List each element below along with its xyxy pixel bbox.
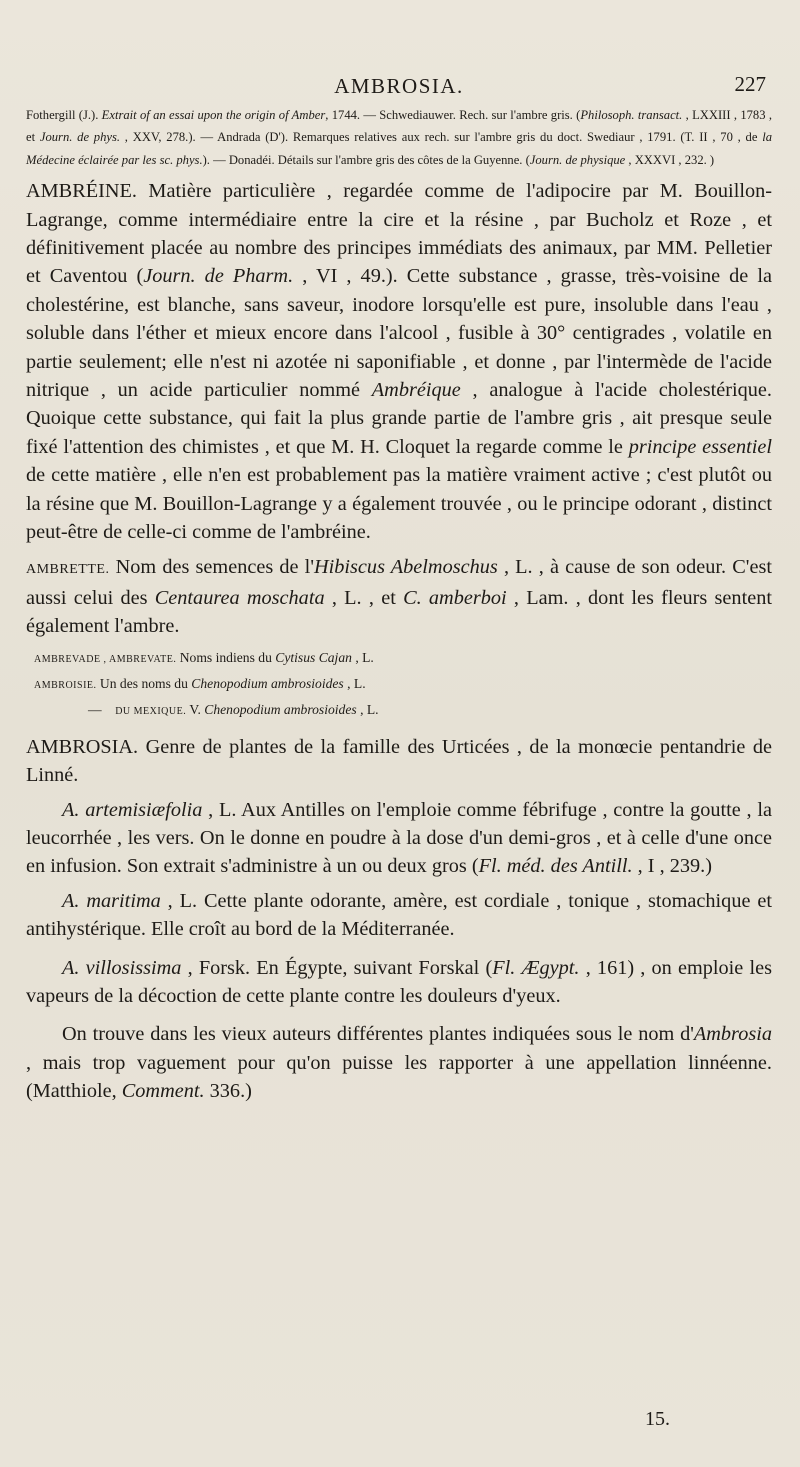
entry-text: , VI , 49.). Cette substance , grasse, très-voisine de la cholestérine, est blanche, sans saveur, inodore lorsqu'elle est pure, insoluble dans l'eau , soluble dans l'éther et mieux encore dans l'alcool , fusible à 30° centigrades , volatile en partie seulement; elle n'est ni azotée ni saponifiable , et donne , par l'intermède de l'acide nitrique , un acide particulier nommé bbox=[26, 265, 772, 402]
entry-term: DU MEXIQUE. bbox=[115, 705, 187, 717]
bib-text: , 1744. — Schwediauwer. Rech. sur l'ambre gris. ( bbox=[325, 108, 581, 122]
entry-text: de cette matière , elle n'en est probablement pas la matière vraiment active ; c'est plutôt ou la résine que M. Bouillon-Lagrange y a également trouvée , ou le principe odorant , distinct peut-être de celle-ci comme de l'ambréine. bbox=[26, 464, 772, 544]
entry-term: AMBREVADE , AMBREVATE. bbox=[34, 653, 177, 665]
entry-term: AMBROISIE. bbox=[34, 679, 97, 691]
entry-text: , Lam. , dont les fleurs sentent également l'ambre. bbox=[26, 586, 772, 638]
entry-species: Chenopodium ambrosioides bbox=[204, 701, 357, 717]
entry-artemisiaefolia bbox=[26, 796, 772, 881]
entry-term: AMBRETTE. bbox=[26, 561, 110, 577]
entry-text: , L. , et bbox=[324, 586, 404, 609]
entry-citation: Fl. Ægypt. bbox=[492, 956, 580, 979]
bib-journal: Journ. de physique bbox=[529, 152, 626, 167]
entry-text: , L. bbox=[356, 701, 379, 717]
entry-text: 336.) bbox=[204, 1080, 252, 1103]
closing-paragraph bbox=[26, 1020, 772, 1105]
entry-species: Cytisus Cajan bbox=[275, 649, 352, 665]
entry-text: , L. Cette plante odorante, amère, est cordiale , tonique , stomachique et antihystérique. Elle croît au bord de la Méditerranée. bbox=[26, 889, 773, 941]
entry-text: Genre de plantes de la famille des Urticées , de la monœcie pentandrie de Linné. bbox=[26, 735, 772, 787]
entry-text: , L. bbox=[351, 649, 374, 665]
entry-text: , L. , à cause de son odeur. C'est aussi celui des bbox=[26, 555, 772, 609]
entry-maritima bbox=[26, 887, 772, 944]
entry-villosissima bbox=[26, 954, 772, 1011]
bib-text: Fothergill (J.). bbox=[26, 108, 102, 122]
entry-text: Nom des semences de l' bbox=[109, 555, 314, 578]
entry-species: C. amberboi bbox=[403, 586, 507, 609]
entry-ambreine bbox=[26, 177, 772, 546]
entry-text: , Forsk. En Égypte, suivant Forskal ( bbox=[181, 956, 493, 979]
entry-italic: Ambréique bbox=[371, 379, 461, 402]
entry-term: AMBROSIA. bbox=[26, 735, 139, 758]
bib-text: , XXXVI , 232. ) bbox=[625, 152, 715, 167]
bib-text: ). — Donadéi. Détails sur l'ambre gris des côtes de la Guyenne. ( bbox=[202, 152, 530, 167]
entry-citation: Fl. méd. des Antill. bbox=[478, 855, 633, 878]
entry-species: Centaurea moschata bbox=[154, 586, 325, 609]
bibliography-paragraph bbox=[26, 104, 772, 171]
entry-text: Un des noms du bbox=[96, 675, 192, 691]
entry-species: Chenopodium ambrosioides bbox=[191, 675, 344, 691]
entry-text: On trouve dans les vieux auteurs différentes plantes indiquées sous le nom d' bbox=[62, 1023, 694, 1046]
page-number: 227 bbox=[734, 72, 766, 96]
entry-dash: — bbox=[88, 701, 102, 717]
entry-text: V. bbox=[186, 701, 205, 717]
entry-citation: Journ. de Pharm. bbox=[143, 265, 294, 288]
entry-text: , L. Aux Antilles on l'emploie comme fébrifuge , contre la goutte , la leucorrhée , les vers. On le donne en poudre à la dose d'un demi-gros , et à celle d'une once en infusion. Son extrait s'administre à un ou deux gros ( bbox=[26, 798, 772, 878]
species-term: A. villosissima bbox=[62, 956, 182, 979]
species-term: A. maritima bbox=[62, 889, 161, 912]
species-term: A. artemisiæfolia bbox=[62, 798, 203, 821]
bib-text: , LXXIII , 1783 , et bbox=[26, 108, 772, 145]
bib-journal: Journ. de phys. bbox=[39, 130, 121, 145]
entry-text: , analogue à l'acide cholestérique. Quoique cette substance, qui fait la plus grande partie de l'ambre gris , ait presque seule fixé l'attention des chimistes , et que M. H. Cloquet la regarde comme le bbox=[26, 379, 773, 458]
entry-species: Hibiscus Abelmoschus bbox=[313, 555, 498, 578]
entry-genus: Ambrosia bbox=[693, 1023, 772, 1046]
bib-journal: la Médecine éclairée par les sc. phys. bbox=[26, 130, 772, 167]
signature-mark: 15. bbox=[645, 1408, 670, 1430]
bib-text: , XXV, 278.). — Andrada (D'). Remarques relatives aux rech. sur l'ambre gris du doct. Swediaur , 1791. (T. II , 70 , de bbox=[120, 130, 763, 145]
entry-text: Noms indiens du bbox=[176, 649, 276, 665]
entry-text: , I , 239.) bbox=[632, 855, 712, 878]
entry-citation: Comment. bbox=[121, 1080, 205, 1103]
bib-journal: Philosoph. transact. bbox=[580, 108, 683, 122]
entry-ambrevade bbox=[26, 647, 772, 671]
entry-italic: principe essentiel bbox=[628, 435, 772, 458]
entry-text: , mais trop vaguement pour qu'on puisse les rapporter à une appellation linnéenne. (Matthiole, bbox=[26, 1051, 772, 1103]
page-header bbox=[26, 70, 772, 104]
entry-term: AMBRÉINE. bbox=[26, 180, 137, 203]
entry-text: , L. bbox=[343, 675, 366, 691]
entry-ambrette bbox=[26, 553, 772, 641]
bib-title: Extrait of an essai upon the origin of Amber bbox=[101, 108, 326, 122]
entry-text: Matière particulière , regardée comme de l'adipocire par M. Bouillon-Lagrange, comme intermédiaire entre la cire et la résine , par Bucholz et Roze , et définitivement placée au nombre des principes immédiats des animaux, par MM. Pelletier et Caventou ( bbox=[26, 180, 772, 288]
entry-ambroisie bbox=[26, 673, 772, 697]
entry-ambroisie-mexique bbox=[26, 699, 772, 723]
running-title: AMBROSIA. bbox=[334, 74, 464, 98]
entry-text: , 161) , on emploie les vapeurs de la décoction de cette plante contre les douleurs d'yeux. bbox=[26, 956, 773, 1007]
entry-ambrosia bbox=[26, 733, 772, 790]
